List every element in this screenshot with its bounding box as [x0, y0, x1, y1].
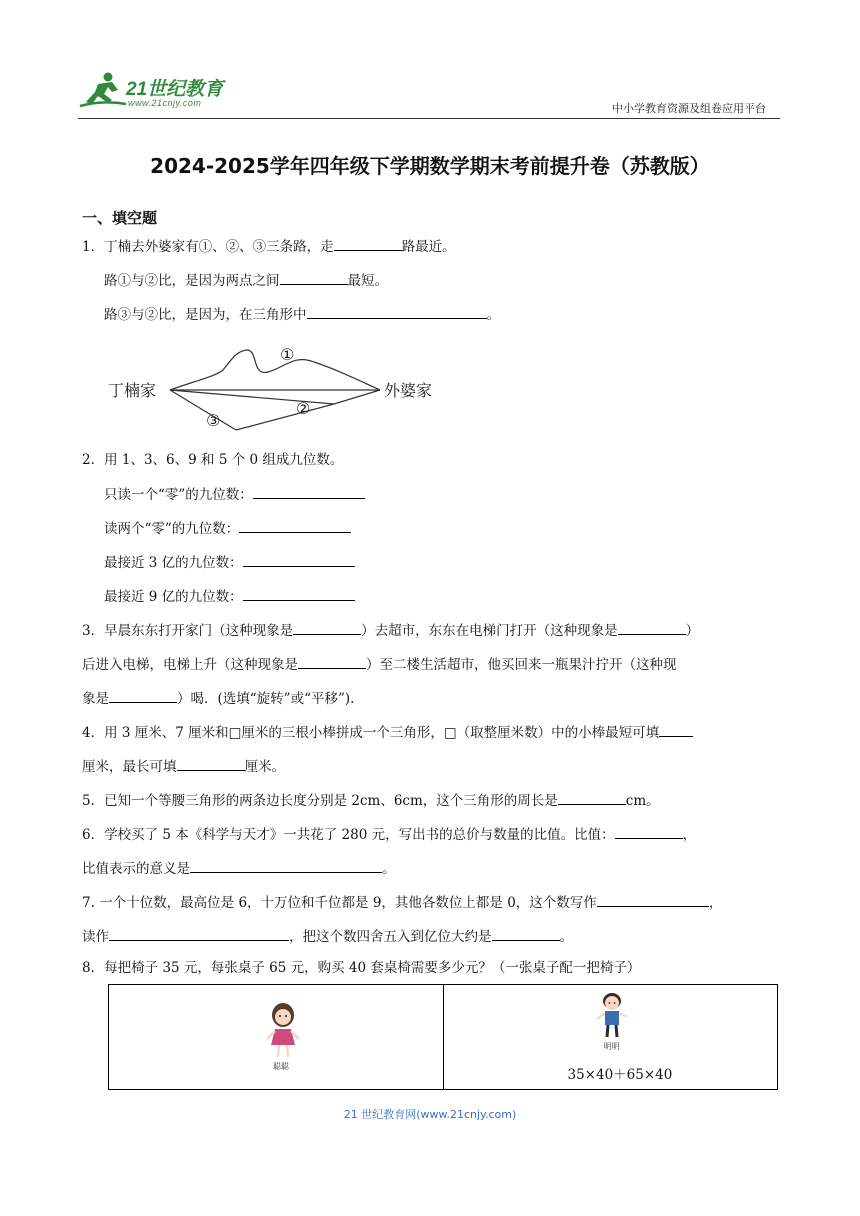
q6-text-b: 比值表示的意义是 [82, 861, 190, 877]
route-label-3: ③ [206, 411, 221, 430]
q6-line-1 [82, 824, 696, 845]
platform-label: 中小学教育资源及组卷应用平台 [612, 102, 766, 115]
q7-line-1 [82, 892, 722, 913]
q8-right-formula: 35×40＋65×40 [567, 1067, 673, 1083]
route-2-path [170, 390, 380, 404]
q4-text-b: 厘米，最长可填 [82, 759, 177, 775]
section-heading: 一、填空题 [82, 209, 158, 227]
q8-left-name: 聪聪 [273, 1062, 289, 1071]
route-1-curve [170, 350, 380, 390]
girl-figure-icon [263, 1001, 303, 1061]
q6-blank-2[interactable] [190, 858, 382, 873]
q7-text-b3: 。 [559, 929, 573, 945]
q7-text-b: 读作 [82, 929, 109, 945]
q2-line-1: 2．用 1、3、6、9 和 5 个 0 组成九位数。 [82, 452, 344, 468]
route-3-path [170, 390, 236, 430]
q2-line-3 [104, 518, 351, 539]
q2-line-5 [104, 586, 355, 607]
header-logo [78, 70, 248, 110]
q7-text-b2: ，把这个数四舍五入到亿位大约是 [289, 929, 492, 945]
q2-text-c: 读两个“零”的九位数： [104, 521, 240, 537]
q7-text-a2: ， [708, 895, 723, 911]
q1-line-1 [82, 236, 456, 257]
q2-blank-3[interactable] [243, 552, 355, 567]
q4-blank-1[interactable] [659, 722, 693, 737]
q3-line-2 [82, 654, 677, 675]
q1-text-b: 路①与②比，是因为两点之间 [104, 273, 280, 289]
q3-text-b2: ）至二楼生活超市，他买回来一瓶果汁拧开（这种现 [366, 657, 677, 673]
q3-text-b: 后进入电梯，电梯上升（这种现象是 [82, 657, 298, 673]
q3-text-a3: ） [685, 623, 700, 639]
q2-line-4 [104, 552, 355, 573]
q3-line-3 [82, 688, 354, 709]
q4-text-a: 4．用 3 厘米、7 厘米和□厘米的三根小棒拼成一个三角形，□（取整厘米数）中的小棒最短可填 [82, 725, 660, 741]
runner-logo-icon [78, 70, 128, 108]
header-divider [78, 118, 780, 119]
q2-text-e: 最接近 9 亿的九位数： [104, 589, 243, 605]
q1-text-c: 路③与②比，是因为，在三角形中 [104, 307, 307, 323]
q1-text-b2: 最短。 [347, 273, 388, 289]
q3-line-1 [82, 620, 699, 641]
q5-text-a: 5．已知一个等腰三角形的两条边长度分别是 2cm、6cm，这个三角形的周长是 [82, 793, 558, 809]
q6-line-2 [82, 858, 396, 879]
q2-text-d: 最接近 3 亿的九位数： [104, 555, 243, 571]
boy-figure-icon [594, 991, 630, 1039]
page-title: 2024-2025学年四年级下学期数学期末考前提升卷（苏教版） [150, 154, 710, 178]
q7-line-2 [82, 926, 573, 947]
q2-blank-2[interactable] [239, 518, 351, 533]
q6-text-b2: 。 [382, 861, 396, 877]
q8-table [108, 984, 778, 1090]
q3-text-c: 象是 [82, 691, 109, 707]
q2-blank-4[interactable] [243, 586, 355, 601]
q7-blank-1[interactable] [597, 892, 709, 907]
q8-right-name: 明明 [603, 1042, 620, 1051]
q7-blank-3[interactable] [492, 926, 560, 941]
q1-blank-2[interactable] [280, 270, 348, 285]
q5-blank-1[interactable] [558, 790, 626, 805]
q1-text-a2: 路最近。 [401, 239, 456, 255]
q6-blank-1[interactable] [615, 824, 683, 839]
route-figure [108, 340, 448, 432]
q4-line-2 [82, 756, 285, 777]
logo-main-text: 21世纪教育 [126, 79, 224, 100]
page-footer: 21 世纪教育网(www.21cnjy.com) [343, 1108, 517, 1121]
q3-text-a2: ）去超市，东东在电梯门打开（这种现象是 [361, 623, 618, 639]
logo-sub-text: www.21cnjy.com [128, 98, 202, 108]
q8-cell-left [109, 985, 444, 1090]
q8-line-1: 8．每把椅子 35 元，每张桌子 65 元，购买 40 套桌椅需要多少元？（一张桌子配一把椅子） [82, 960, 641, 976]
q3-blank-2[interactable] [618, 620, 686, 635]
q6-text-a: 6．学校买了 5 本《科学与天才》一共花了 280 元，写出书的总价与数量的比值。比值： [82, 827, 615, 843]
q1-blank-1[interactable] [334, 236, 402, 251]
q3-blank-3[interactable] [298, 654, 366, 669]
q3-blank-1[interactable] [293, 620, 361, 635]
q6-text-a2: ， [682, 827, 697, 843]
q2-line-2 [104, 484, 365, 505]
route-label-1: ① [280, 345, 295, 364]
q4-blank-2[interactable] [177, 756, 245, 771]
q7-text-a: 7. 一个十位数，最高位是 6，十万位和千位都是 9，其他各数位上都是 0，这个数写作 [82, 895, 597, 911]
q1-text-a: 1．丁楠去外婆家有①、②、③三条路，走 [82, 239, 334, 255]
q5-text-a2: cm。 [625, 793, 660, 809]
q8-cell-right [443, 985, 778, 1090]
q1-line-2 [104, 270, 388, 291]
q4-text-b2: 厘米。 [244, 759, 285, 775]
route-label-2: ② [296, 399, 311, 418]
q3-text-c2: ）喝．(选填“旋转”或“平移”). [177, 691, 355, 707]
figure-label-end: 外婆家 [384, 381, 433, 400]
q5-line-1 [82, 790, 660, 811]
q3-blank-4[interactable] [109, 688, 177, 703]
route-3-join [236, 404, 334, 430]
q1-text-c2: 。 [486, 307, 500, 323]
q1-line-3 [104, 304, 500, 325]
q3-text-a: 3．早晨东东打开家门（这种现象是 [82, 623, 294, 639]
q7-blank-2[interactable] [109, 926, 289, 941]
q1-blank-3[interactable] [307, 304, 487, 319]
figure-label-start: 丁楠家 [108, 381, 157, 400]
q4-line-1 [82, 722, 693, 743]
q2-blank-1[interactable] [253, 484, 365, 499]
q2-text-b: 只读一个“零”的九位数： [104, 487, 253, 503]
